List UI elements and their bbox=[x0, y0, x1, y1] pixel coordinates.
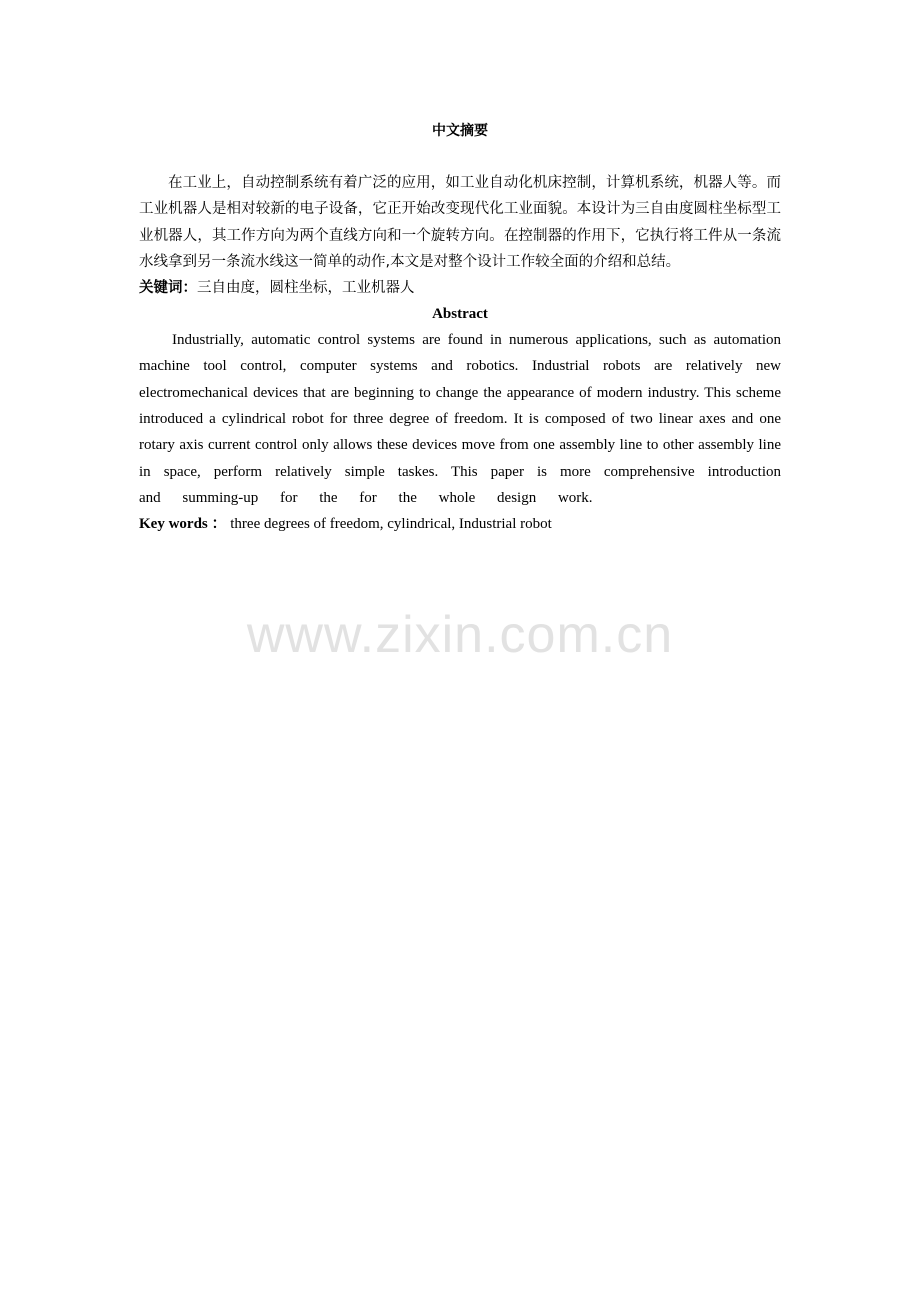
chinese-keywords bbox=[139, 275, 781, 301]
english-keywords-value: three degrees of freedom, cylindrical, Industrial robot bbox=[230, 516, 552, 533]
chinese-keywords-label: 关键词： bbox=[139, 280, 197, 297]
english-keywords bbox=[139, 511, 781, 537]
chinese-abstract-text: 在工业上，自动控制系统有着广泛的应用，如工业自动化机床控制，计算机系统，机器人等。而工业机器人是相对较新的电子设备，它正开始改变现代化工业面貌。本设计为三自由度圆柱坐标型工业机器人，其工作方向为两个直线方向和一个旋转方向。在控制器的作用下，它执行将工件从一条流水线拿到另一条流水线这一简单的动作,本文是对整个设计工作较全面的介绍和总结。 bbox=[139, 175, 781, 270]
english-abstract-last-line: and summing-up for the for the whole design work. bbox=[139, 489, 593, 506]
english-abstract-text: Industrially, automatic control systems are found in numerous applications, such as automation machine tool control, computer systems and robotics. Industrial robots are relatively new electromechanical devices that are beginning to change the appearance of modern industry. This scheme introduced a cylindrical robot for three degree of freedom. It is composed of two linear axes and one rotary axis current control only allows these devices move from one assembly line to other assembly line in space, perform relatively simple taskes. This paper is more comprehensive introduction bbox=[139, 332, 781, 480]
chinese-keywords-value: 三自由度，圆柱坐标，工业机器人 bbox=[197, 280, 415, 297]
document-body bbox=[139, 118, 781, 537]
english-keywords-label: Key words ： bbox=[139, 516, 227, 533]
watermark-text: www.zixin.com.cn bbox=[246, 606, 674, 664]
english-abstract-title: Abstract bbox=[432, 306, 488, 323]
chinese-abstract-title: 中文摘要 bbox=[432, 123, 488, 139]
